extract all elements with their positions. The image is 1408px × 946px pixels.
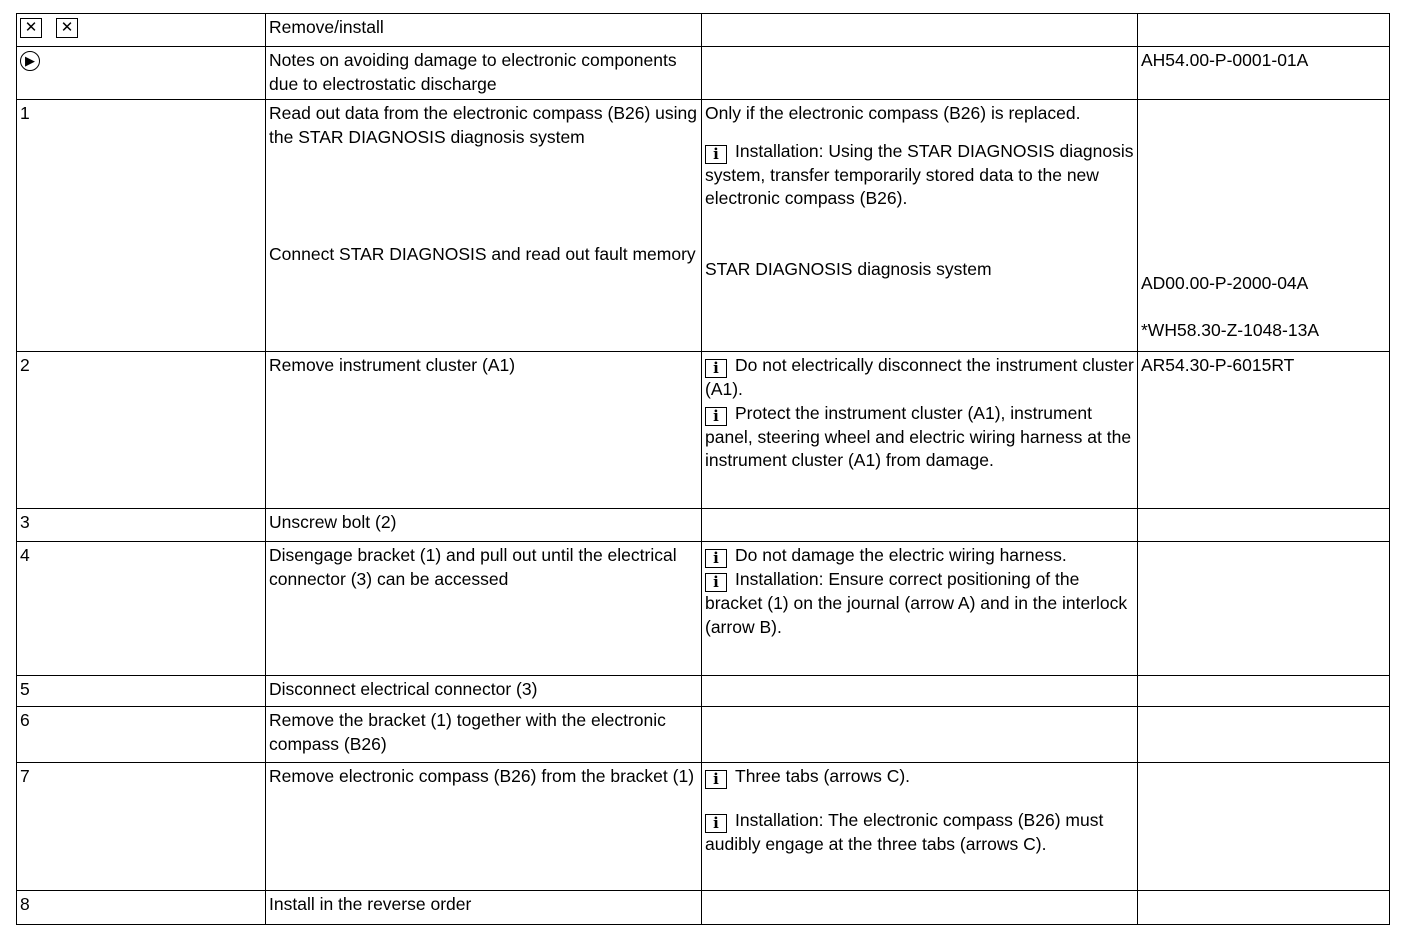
step-notes [702,352,1138,509]
step2-note2-wrap [705,402,1135,473]
step-description: Remove the bracket (1) together with the electronic compass (B26) [266,707,702,763]
step-ref-empty [1138,707,1390,763]
step-number: 4 [17,542,266,676]
header-row [17,14,1390,47]
step-notes-empty [702,707,1138,763]
step-description: Install in the reverse order [266,891,702,925]
step-description: Remove instrument cluster (A1) [266,352,702,509]
step-description: Unscrew bolt (2) [266,509,702,542]
remove-icon [20,18,42,38]
step-number: 7 [17,763,266,891]
step-number: 5 [17,676,266,707]
header-title: Remove/install [266,14,702,47]
info-icon: i [705,407,727,426]
step-ref-empty [1138,763,1390,891]
step1-note2-wrap [705,140,1135,211]
step2-note2: Protect the instrument cluster (A1), instrument panel, steering wheel and electric wiring harness at the instrument cluster (A1) from damage. [705,402,1132,470]
step1-ref1: AD00.00-P-2000-04A [1141,273,1309,293]
step-notes-empty [702,509,1138,542]
step-ref-empty [1138,509,1390,542]
step-ref-empty [1138,542,1390,676]
step-notes [702,100,1138,352]
step-row-1 [17,100,1390,352]
step-description: Disconnect electrical connector (3) [266,676,702,707]
step-description [266,100,702,352]
notes-icon-cell [17,47,266,100]
step-number: 1 [17,100,266,352]
step4-note1-wrap [705,544,1135,568]
step-notes-empty [702,891,1138,925]
header-empty-4 [1138,14,1390,47]
step-number: 2 [17,352,266,509]
step-refs [1138,100,1390,352]
step4-note2: Installation: Ensure correct positioning of the bracket (1) on the journal (arrow A) and in the interlock (arrow B). [705,569,1128,637]
info-icon: i [705,359,727,378]
step4-note1: Do not damage the electric wiring harness. [735,545,1067,565]
step-description: Remove electronic compass (B26) from the bracket (1) [266,763,702,891]
info-icon: i [705,549,727,568]
step-row-3 [17,509,1390,542]
step-description: Disengage bracket (1) and pull out until the electrical connector (3) can be accessed [266,542,702,676]
step1-desc2: Connect STAR DIAGNOSIS and read out fault memory [269,244,696,264]
step7-note1: Three tabs (arrows C). [735,766,911,786]
step-number: 3 [17,509,266,542]
step-row-8 [17,891,1390,925]
procedure-table [16,13,1390,925]
info-icon: i [705,814,727,833]
step-notes [702,542,1138,676]
step1-desc: Read out data from the electronic compass (B26) using the STAR DIAGNOSIS diagnosis system [269,103,697,147]
step-row-7 [17,763,1390,891]
step7-note2-wrap [705,809,1135,857]
notes-ref: AH54.00-P-0001-01A [1138,47,1390,100]
step-number: 8 [17,891,266,925]
step1-note2: Installation: Using the STAR DIAGNOSIS diagnosis system, transfer temporarily stored data to the new electronic compass (B26). [705,140,1134,208]
step4-note2-wrap [705,568,1135,639]
info-icon: i [705,145,727,164]
step7-note2: Installation: The electronic compass (B26) must audibly engage at the three tabs (arrows C). [705,810,1104,854]
step7-note1-wrap [705,765,1135,789]
step-row-4 [17,542,1390,676]
notes-row [17,47,1390,100]
step-ref: AR54.30-P-6015RT [1138,352,1390,509]
step-row-2 [17,352,1390,509]
step-row-6 [17,707,1390,763]
notes-icon: ▶ [20,51,40,71]
step-number: 6 [17,707,266,763]
notes-empty [702,47,1138,100]
step-notes [702,763,1138,891]
step-row-5 [17,676,1390,707]
notes-text: Notes on avoiding damage to electronic components due to electrostatic discharge [266,47,702,100]
step2-note1-wrap [705,354,1135,402]
step-ref-empty [1138,676,1390,707]
step1-note1: Only if the electronic compass (B26) is replaced. [705,103,1081,123]
info-icon: i [705,573,727,592]
install-icon [56,18,78,38]
procedure-sheet [16,13,1389,925]
header-empty-3 [702,14,1138,47]
step-notes-empty [702,676,1138,707]
step1-note3: STAR DIAGNOSIS diagnosis system [705,258,992,279]
step2-note1: Do not electrically disconnect the instrument cluster (A1). [705,355,1134,399]
step-ref-empty [1138,891,1390,925]
header-icons-cell [17,14,266,47]
step1-ref2: *WH58.30-Z-1048-13A [1141,320,1319,340]
info-icon: i [705,770,727,789]
